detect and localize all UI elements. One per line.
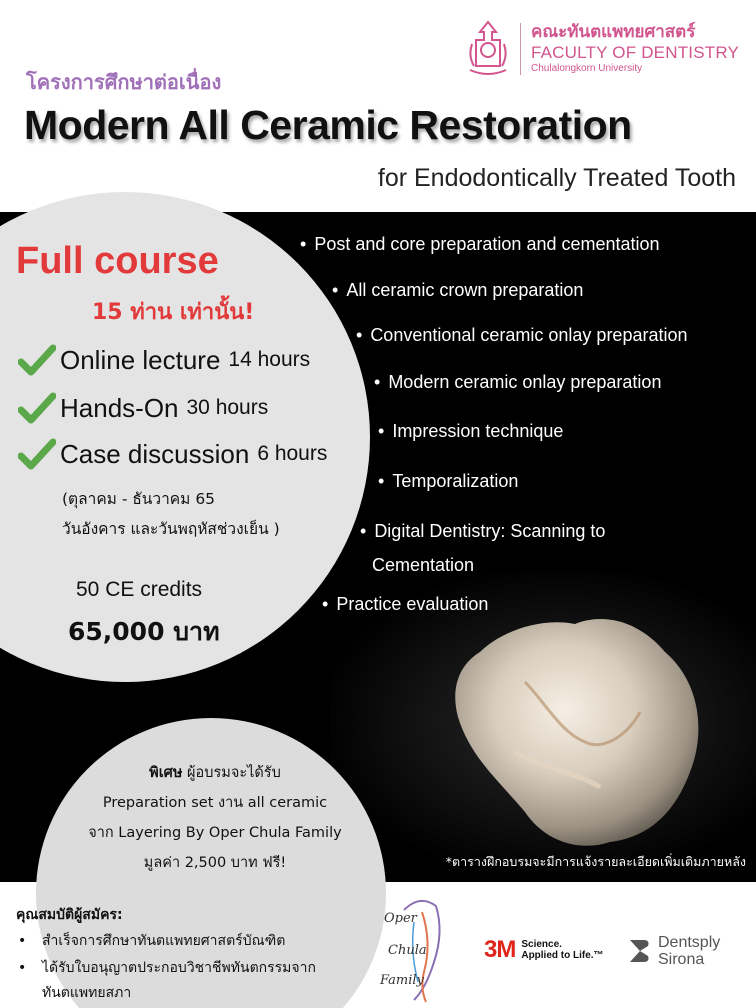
- special-label: พิเศษ: [149, 765, 183, 781]
- special-offer: [60, 758, 370, 878]
- feature-online-lecture: [18, 344, 310, 376]
- qualification-text: สำเร็จการศึกษาทันตแพทยศาสตร์บัณฑิต: [42, 933, 286, 949]
- schedule-line-1: (ตุลาคม - ธันวาคม 65: [62, 490, 216, 508]
- svg-text:Family: Family: [380, 973, 424, 988]
- topic-item: • Impression technique: [378, 421, 564, 441]
- dentsply-wordmark: [658, 934, 720, 968]
- topic-item: • Conventional ceramic onlay preparation: [356, 325, 688, 345]
- ce-credits: 50 CE credits: [76, 578, 203, 601]
- 3m-tagline-1: Science.: [521, 939, 562, 950]
- topic-label: All ceramic crown preparation: [346, 280, 584, 300]
- dentsply-line-1: Dentsply: [658, 934, 721, 951]
- check-icon: [18, 344, 56, 376]
- feature-hours: 6 hours: [257, 442, 328, 465]
- qualification-continuation: ทันตแพทยสภา: [42, 985, 132, 1001]
- topic-label: Conventional ceramic onlay preparation: [370, 325, 688, 345]
- 3m-logo: [484, 936, 604, 964]
- special-line-1-rest: ผู้อบรมจะได้รับ: [182, 765, 281, 781]
- svg-text:Chula: Chula: [388, 943, 427, 958]
- feature-name: Online lecture: [60, 344, 221, 375]
- topic-item: • Post and core preparation and cementation: [300, 234, 660, 254]
- university-name: Chulalongkorn University: [531, 62, 643, 74]
- topic-item: • Modern ceramic onlay preparation: [374, 372, 662, 392]
- program-label: โครงการศึกษาต่อเนื่อง: [26, 70, 222, 94]
- oper-chula-family-logo: [374, 892, 464, 1004]
- faculty-name: [531, 21, 740, 74]
- topic-label: Temporalization: [392, 471, 519, 491]
- 3m-mark: 3M: [484, 936, 516, 963]
- seat-limit: 15 ท่าน เท่านั้น!: [92, 300, 255, 325]
- dentsply-sirona-logo: [626, 934, 720, 968]
- svg-text:Oper: Oper: [384, 911, 417, 926]
- qualification-item: [18, 930, 285, 952]
- special-line-3: จาก Layering By Oper Chula Family: [88, 825, 342, 841]
- dentsply-icon: [626, 936, 652, 966]
- special-line-2: Preparation set งาน all ceramic: [102, 795, 328, 811]
- qualifications-title: คุณสมบัติผู้สมัคร:: [16, 907, 123, 923]
- topic-label: Cementation: [372, 555, 475, 575]
- feature-hours: 14 hours: [228, 348, 311, 371]
- topic-item: • Temporalization: [378, 471, 519, 491]
- qualification-item: [18, 957, 316, 979]
- faculty-logo: [466, 18, 746, 80]
- check-icon: [18, 438, 56, 470]
- topic-label: Post and core preparation and cementation: [314, 234, 660, 254]
- topic-label: Modern ceramic onlay preparation: [388, 372, 662, 392]
- special-line-4: มูลค่า 2,500 บาท ฟรี!: [143, 855, 287, 871]
- topic-label: Practice evaluation: [336, 594, 489, 614]
- bullet: •: [18, 933, 27, 949]
- topic-item: • Practice evaluation: [322, 594, 489, 614]
- full-course-heading: Full course: [16, 240, 219, 282]
- course-price: 65,000 บาท: [68, 617, 220, 646]
- page-subtitle: for Endodontically Treated Tooth: [377, 164, 736, 192]
- topic-label: Impression technique: [392, 421, 564, 441]
- feature-name: Case discussion: [60, 438, 250, 469]
- topic-label: Digital Dentistry: Scanning to: [374, 521, 606, 541]
- feature-name: Hands-On: [60, 392, 179, 423]
- special-line-1: [60, 758, 370, 788]
- 3m-tagline-2: Applied to Life.™: [521, 950, 604, 961]
- topic-item: • Digital Dentistry: Scanning to: [360, 521, 606, 541]
- schedule-line-2: วันอังคาร และวันพฤหัสช่วงเย็น ): [62, 520, 280, 538]
- faculty-name-thai: คณะทันตแพทยศาสตร์: [531, 21, 696, 42]
- feature-hours: 30 hours: [186, 396, 269, 419]
- feature-hands-on: [18, 392, 268, 424]
- schedule-text: [62, 484, 280, 544]
- bullet: •: [18, 960, 27, 976]
- logo-divider: [520, 23, 521, 75]
- dentsply-line-2: Sirona: [658, 951, 705, 968]
- feature-case-discussion: [18, 438, 327, 470]
- page-title: Modern All Ceramic Restoration: [24, 102, 632, 148]
- chula-seal-icon: [466, 20, 510, 78]
- schedule-note: *ตารางฝึกอบรมจะมีการแจ้งรายละเอียดเพิ่มเติมภายหลัง: [445, 854, 746, 869]
- qualification-text: ได้รับใบอนุญาตประกอบวิชาชีพทันตกรรมจาก: [42, 960, 316, 976]
- topic-item: • All ceramic crown preparation: [332, 280, 584, 300]
- topic-item-continuation: [372, 555, 474, 576]
- 3m-tagline: [521, 939, 603, 961]
- faculty-name-en: FACULTY OF DENTISTRY: [531, 42, 740, 62]
- check-icon: [18, 392, 56, 424]
